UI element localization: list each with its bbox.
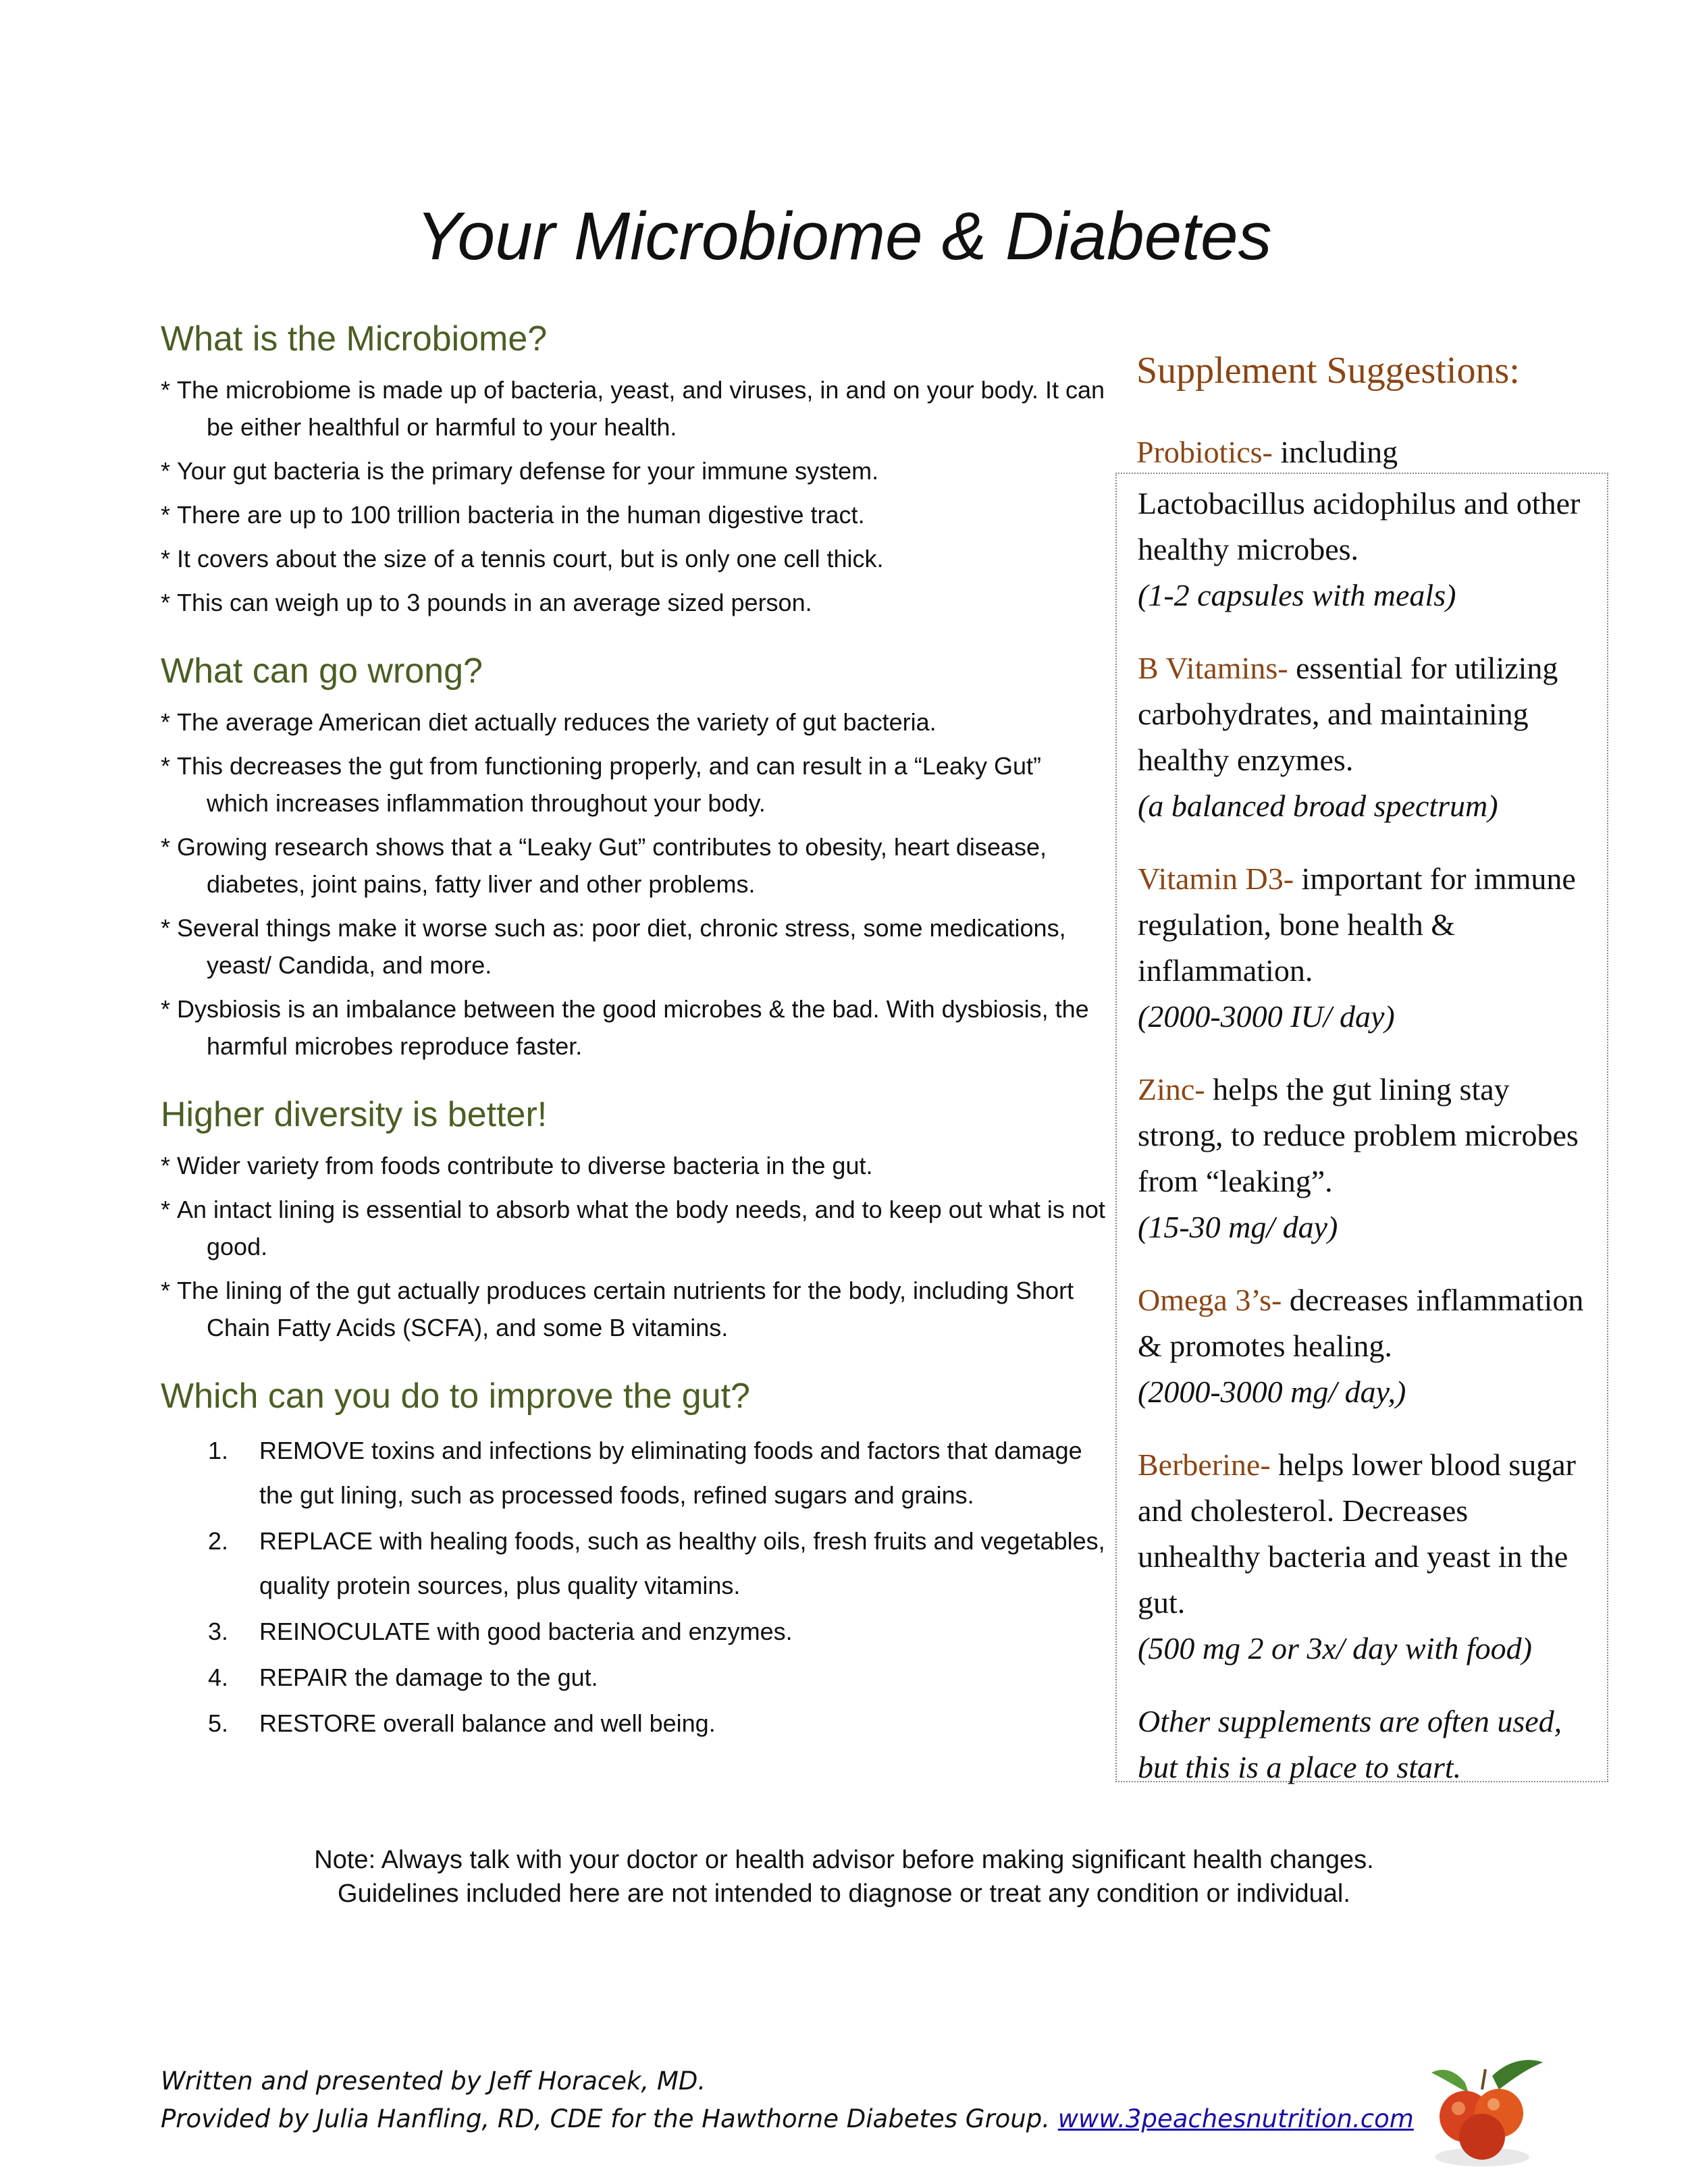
supplement-b-vitamins: [1138, 645, 1588, 829]
main-column: [161, 317, 1106, 1774]
supplement-name: B Vitamins-: [1138, 651, 1288, 685]
bullet-item: * The average American diet actually reduces the variety of gut bacteria.: [161, 708, 937, 736]
bullet-item: * Wider variety from foods contribute to diverse bacteria in the gut.: [161, 1152, 873, 1179]
peaches-logo-icon: [1418, 2049, 1546, 2170]
note-line: Note: Always talk with your doctor or health advisor before making significant health changes.: [314, 1846, 1374, 1874]
footer-provider: Provided by Julia Hanfling, RD, CDE for the Hawthorne Diabetes Group. www.3peachesnutrition.com: [161, 2104, 1414, 2133]
step-item: 1. REMOVE toxins and infections by eliminating foods and factors that damage the gut lining, such as processed foods, refined sugars and grains.: [208, 1437, 1082, 1509]
steps-list: [161, 1429, 1106, 1746]
bullet-list: [161, 371, 1106, 621]
supplement-probiotics-heading: Probiotics- including: [1136, 435, 1398, 469]
supplement-desc: important for immune regulation, bone health & inflammation.: [1138, 861, 1576, 988]
bullet-list: [161, 1147, 1106, 1346]
bullet-item: * Several things make it worse such as: poor diet, chronic stress, some medications, yeast/ Candida, and more.: [161, 914, 1066, 979]
note-line: Guidelines included here are not intended to diagnose or treat any condition or individual.: [338, 1880, 1350, 1908]
supplement-desc: essential for utilizing carbohydrates, and maintaining healthy enzymes.: [1138, 651, 1558, 777]
supplement-name: Berberine-: [1138, 1447, 1271, 1482]
supplement-dose: (500 mg 2 or 3x/ day with food): [1138, 1631, 1532, 1666]
supplement-omega-3: [1138, 1277, 1588, 1415]
supplement-name: Zinc-: [1138, 1072, 1205, 1107]
section-heading: Which can you do to improve the gut?: [161, 1377, 750, 1416]
step-item: 4. REPAIR the damage to the gut.: [208, 1663, 598, 1691]
supplement-dose: (2000-3000 IU/ day): [1138, 999, 1395, 1034]
footer: [161, 2062, 1414, 2138]
step-item: 3. REINOCULATE with good bacteria and enzymes.: [208, 1618, 793, 1645]
step-item: 2. REPLACE with healing foods, such as healthy oils, fresh fruits and vegetables, quality protein sources, plus quality vitamins.: [208, 1527, 1105, 1599]
supplement-title: Supplement Suggestions:: [1136, 350, 1520, 392]
bullet-item: * This can weigh up to 3 pounds in an average sized person.: [161, 589, 812, 616]
supplement-vitamin-d3: [1138, 856, 1588, 1040]
supplement-probiotics: [1138, 481, 1588, 618]
step-item: 5. RESTORE overall balance and well being.: [208, 1709, 716, 1737]
supplement-dose: (15-30 mg/ day): [1138, 1210, 1338, 1244]
supplement-dose: (2000-3000 mg/ day,): [1138, 1375, 1406, 1409]
section-what-can-go-wrong: [161, 649, 1106, 1065]
bullet-list: [161, 703, 1106, 1065]
page-title: Your Microbiome & Diabetes: [416, 198, 1272, 274]
supplement-dose: (1-2 capsules with meals): [1138, 578, 1456, 612]
supplement-desc: Lactobacillus acidophilus and other healthy microbes.: [1138, 486, 1581, 566]
bullet-item: * The microbiome is made up of bacteria, yeast, and viruses, in and on your body. It can be either healthful or harmful to your health.: [161, 376, 1105, 441]
bullet-item: * Dysbiosis is an imbalance between the good microbes & the bad. With dysbiosis, the harmful microbes reproduce faster.: [161, 995, 1089, 1060]
bullet-item: * It covers about the size of a tennis court, but is only one cell thick.: [161, 545, 884, 572]
bullet-item: * This decreases the gut from functioning properly, and can result in a “Leaky Gut” which increases inflammation throughout your body.: [161, 752, 1041, 817]
supplement-desc: decreases inflammation & promotes healing.: [1138, 1283, 1584, 1363]
supplement-berberine: [1138, 1442, 1588, 1672]
section-heading: What is the Microbiome?: [161, 319, 548, 358]
bullet-item: * Your gut bacteria is the primary defense for your immune system.: [161, 457, 879, 485]
bullet-item: * The lining of the gut actually produces certain nutrients for the body, including Short Chain Fatty Acids (SCFA), and some B vitamins.: [161, 1277, 1074, 1341]
bullet-item: * Growing research shows that a “Leaky Gut” contributes to obesity, heart disease, diabetes, joint pains, fatty liver and other problems.: [161, 833, 1047, 898]
supplement-dose: (a balanced broad spectrum): [1138, 789, 1498, 823]
supplement-desc: helps lower blood sugar and cholesterol. Decreases unhealthy bacteria and yeast in the gut.: [1138, 1447, 1576, 1620]
supplement-closing: Other supplements are often used, but this is a place to start.: [1138, 1704, 1562, 1784]
section-improve-gut: [161, 1375, 1106, 1746]
supplement-desc: helps the gut lining stay strong, to reduce problem microbes from “leaking”.: [1138, 1072, 1579, 1198]
website-link[interactable]: www.3peachesnutrition.com: [1057, 2104, 1414, 2133]
section-heading: Higher diversity is better!: [161, 1095, 548, 1134]
section-higher-diversity: [161, 1093, 1106, 1346]
disclaimer-note: [0, 1843, 1688, 1911]
footer-author: Written and presented by Jeff Horacek, MD.: [161, 2067, 706, 2096]
section-what-is-microbiome: [161, 317, 1106, 621]
section-heading: What can go wrong?: [161, 651, 483, 691]
supplement-box: [1115, 473, 1608, 1782]
supplement-name: Vitamin D3-: [1138, 861, 1294, 896]
supplement-zinc: [1138, 1067, 1588, 1250]
bullet-item: * An intact lining is essential to absorb what the body needs, and to keep out what is not good.: [161, 1196, 1105, 1260]
supplement-name: Omega 3’s-: [1138, 1283, 1282, 1317]
bullet-item: * There are up to 100 trillion bacteria in the human digestive tract.: [161, 501, 865, 529]
